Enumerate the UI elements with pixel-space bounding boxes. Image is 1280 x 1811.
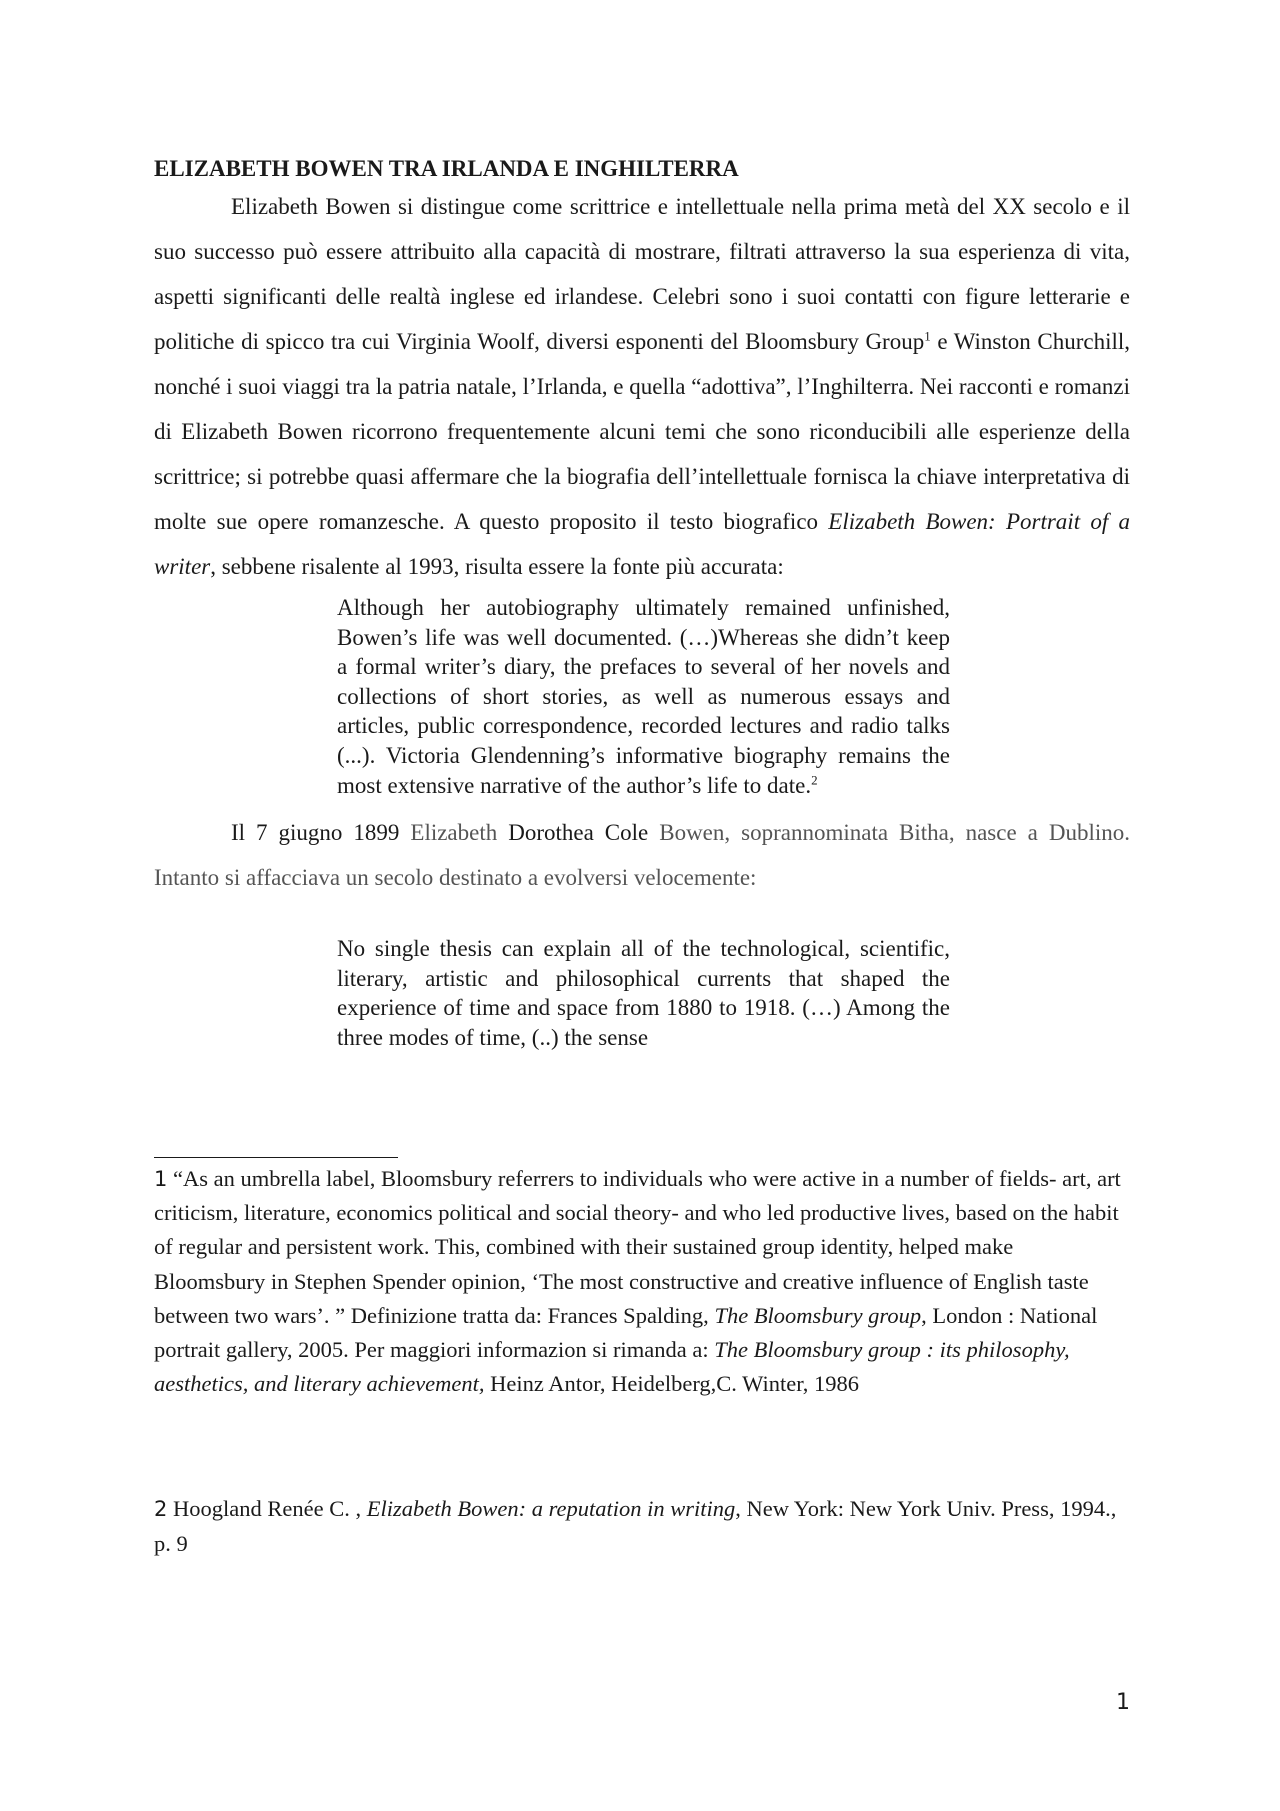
paragraph-text: , sebbene risalente al 1993, risulta essere la fonte più accurata: <box>210 554 784 579</box>
paragraph-intro <box>154 184 1130 589</box>
document-title: ELIZABETH BOWEN TRA IRLANDA E INGHILTERRA <box>154 156 739 181</box>
footnote-number: 1 <box>154 1167 168 1191</box>
footnote-number: 2 <box>154 1497 168 1522</box>
main-text <box>154 150 1130 1053</box>
paragraph-text: Bowen, soprannominata Bitha, nasce a Dublino. Intanto si affacciava un secolo destinato a evolversi velocemente: <box>154 820 1130 891</box>
footnote-1 <box>154 1162 1130 1401</box>
footnote-italic: Elizabeth Bowen: a reputation in writing <box>366 1496 736 1522</box>
quote-text: No single thesis can explain all of the technological, scientific, literary, artistic and philosophical currents that shaped the experience of time and space from 1880 to 1918. (…) Among the three modes of time, (..) the sense <box>337 936 950 1050</box>
page-number: 1 <box>1116 1690 1130 1715</box>
book-title: Elizabeth Bowen: Portrait of a writer <box>154 509 1130 579</box>
paragraph-text: Dorothea Cole <box>508 820 660 846</box>
footnote-ref-1[interactable]: 1 <box>924 328 931 344</box>
footnote-text: Hoogland Renée C. , <box>167 1496 367 1522</box>
quote-text: Although her autobiography ultimately remained unfinished, Bowen’s life was well documented. (…)Whereas she didn’t keep a formal writer’s diary, the prefaces to several of her novels and collections of short stories, as well as numerous essays and articles, public correspondence, recorded lectures and radio talks (...). Victoria Glendenning’s informative biography remains the most extensive narrative of the author’s life to date. <box>337 595 950 798</box>
footnote-italic: The Bloomsbury group <box>714 1302 922 1328</box>
footnote-ref-2[interactable]: 2 <box>811 771 818 787</box>
footnotes <box>154 1162 1130 1561</box>
footnote-italic: The Bloomsbury group : its philosophy, aesthetics, and literary achievement, <box>154 1337 1070 1397</box>
footnote-text: “As an umbrella label, Bloomsbury referrers to individuals who were active in a number of fields- art, art criticism, literature, economics political and social theory- and who led productive lives, based on the habit of regular and persistent work. This, combined with their sustained group identity, helped make Bloomsbury in Stephen Spender opinion, ‘The most constructive and creative influence of English taste between two wars’. ” Definizione tratta da: Frances Spalding, <box>154 1166 1121 1328</box>
paragraph-text: Elizabeth <box>410 820 509 846</box>
paragraph-text: Elizabeth Bowen si distingue come scrittrice e intellettuale nella prima metà del XX secolo e il suo successo può essere attribuito alla capacità di mostrare, filtrati attraverso la sua esperienza di vita, aspetti significanti delle realtà inglese ed irlandese. Celebri sono i suoi contatti con figure letterarie e politiche di spicco tra cui Virginia Woolf, diversi esponenti del Bloomsbury Group <box>154 194 1130 354</box>
footnote-text: Heinz Antor, Heidelberg,C. Winter, 1986 <box>484 1371 860 1397</box>
paragraph-text: Il 7 giugno 1899 <box>231 820 411 846</box>
footnote-separator <box>154 1157 398 1158</box>
paragraph-text: e Winston Churchill, nonché i suoi viaggi tra la patria natale, l’Irlanda, e quella “adottiva”, l’Inghilterra. Nei racconti e romanzi di Elizabeth Bowen ricorrono frequentemente alcuni temi che sono riconducibili alle esperienze della scrittrice; si potrebbe quasi affermare che la biografia dell’intellettuale fornisca la chiave interpretativa di molte sue opere romanzesche. A questo proposito il testo biografico <box>154 329 1130 534</box>
footnote-text: , London : National portrait gallery, 2005. Per maggiori informazion si rimanda a: <box>154 1302 1098 1363</box>
footnote-text: , New York: New York Univ. Press, 1994., p. 9 <box>154 1496 1117 1556</box>
paragraph-birth <box>154 810 1130 900</box>
block-quote-2 <box>337 934 950 1052</box>
block-quote-1 <box>337 593 950 800</box>
footnote-2 <box>154 1492 1130 1560</box>
